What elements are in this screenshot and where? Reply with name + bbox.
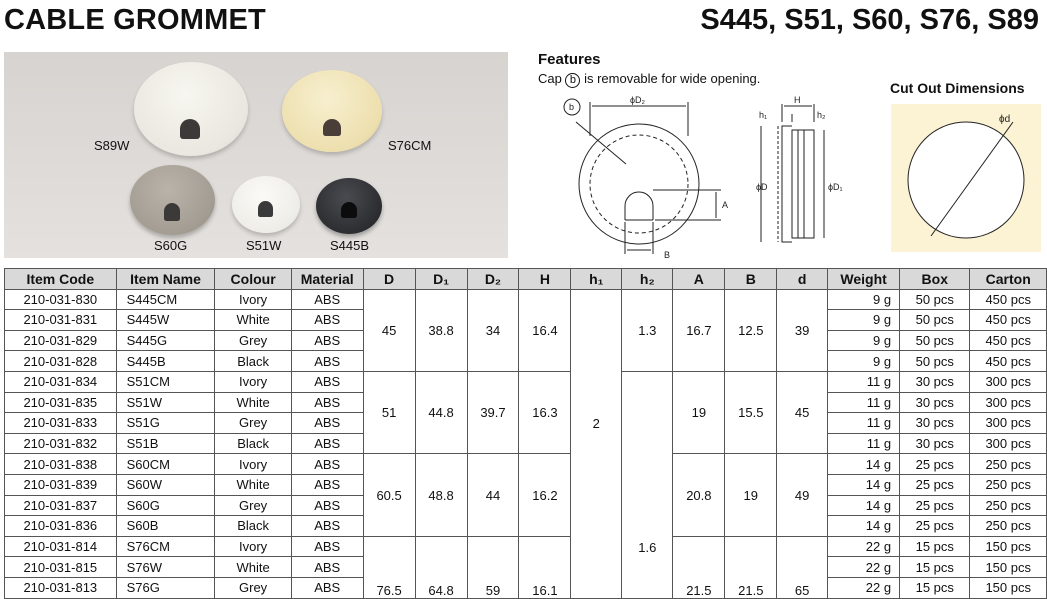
weight: 9 g <box>828 330 900 351</box>
col-dd: d <box>777 269 828 290</box>
cutout-d-label: ϕd <box>999 114 1011 125</box>
cutout-diagram <box>891 104 1041 252</box>
carton-qty: 150 pcs <box>970 557 1047 578</box>
weight: 9 g <box>828 289 900 310</box>
material: ABS <box>291 495 363 516</box>
colour: Grey <box>215 495 291 516</box>
box-qty: 25 pcs <box>900 474 970 495</box>
page-title: CABLE GROMMET <box>4 4 266 36</box>
dim-dd: 39 <box>777 289 828 371</box>
box-qty: 30 pcs <box>900 392 970 413</box>
dim-d2: 59 <box>467 536 519 598</box>
col-material: Material <box>291 269 363 290</box>
circled-b-mark: b <box>565 73 580 88</box>
weight: 22 g <box>828 536 900 557</box>
item-name: S445B <box>116 351 215 372</box>
label-d2: ϕD₂ <box>630 95 646 105</box>
box-qty: 50 pcs <box>900 351 970 372</box>
col-h: H <box>519 269 571 290</box>
label-h2: h₂ <box>817 110 826 120</box>
item-name: S76CM <box>116 536 215 557</box>
col-weight: Weight <box>828 269 900 290</box>
dim-h: 16.4 <box>519 289 571 371</box>
colour: Black <box>215 433 291 454</box>
box-qty: 15 pcs <box>900 557 970 578</box>
col-carton: Carton <box>970 269 1047 290</box>
table-header-row <box>5 269 1047 290</box>
material: ABS <box>291 577 363 598</box>
colour: White <box>215 392 291 413</box>
material: ABS <box>291 413 363 434</box>
colour: Black <box>215 516 291 537</box>
material: ABS <box>291 371 363 392</box>
colour: Ivory <box>215 454 291 475</box>
col-h2: h₂ <box>622 269 673 290</box>
material: ABS <box>291 310 363 331</box>
box-qty: 15 pcs <box>900 536 970 557</box>
box-qty: 25 pcs <box>900 516 970 537</box>
label-s89w: S89W <box>94 138 130 153</box>
material: ABS <box>291 474 363 495</box>
specs-table <box>4 268 1047 599</box>
col-a: A <box>673 269 725 290</box>
weight: 14 g <box>828 454 900 475</box>
dim-d1: 64.8 <box>415 536 467 598</box>
col-item-name: Item Name <box>116 269 215 290</box>
box-qty: 30 pcs <box>900 413 970 434</box>
table-row <box>5 371 1047 392</box>
dim-b: 21.5 <box>725 536 777 598</box>
item-name: S60B <box>116 516 215 537</box>
item-name: S445CM <box>116 289 215 310</box>
col-d: D <box>363 269 415 290</box>
col-h1: h₁ <box>571 269 622 290</box>
dim-a: 21.5 <box>673 536 725 598</box>
table-row <box>5 536 1047 557</box>
carton-qty: 300 pcs <box>970 371 1047 392</box>
dim-h2: 1.3 <box>622 289 673 371</box>
box-qty: 50 pcs <box>900 289 970 310</box>
col-box: Box <box>900 269 970 290</box>
box-qty: 50 pcs <box>900 330 970 351</box>
item-code: 210-031-833 <box>5 413 117 434</box>
weight: 11 g <box>828 371 900 392</box>
item-code: 210-031-829 <box>5 330 117 351</box>
dim-d: 60.5 <box>363 454 415 536</box>
item-name: S51G <box>116 413 215 434</box>
dim-d1: 48.8 <box>415 454 467 536</box>
material: ABS <box>291 454 363 475</box>
item-name: S60G <box>116 495 215 516</box>
carton-qty: 450 pcs <box>970 351 1047 372</box>
weight: 11 g <box>828 413 900 434</box>
dim-dd: 45 <box>777 371 828 453</box>
dim-b: 15.5 <box>725 371 777 453</box>
item-code: 210-031-836 <box>5 516 117 537</box>
col-d2: D₂ <box>467 269 519 290</box>
carton-qty: 450 pcs <box>970 310 1047 331</box>
colour: Black <box>215 351 291 372</box>
box-qty: 25 pcs <box>900 495 970 516</box>
carton-qty: 150 pcs <box>970 536 1047 557</box>
colour: Grey <box>215 330 291 351</box>
material: ABS <box>291 536 363 557</box>
carton-qty: 300 pcs <box>970 413 1047 434</box>
carton-qty: 300 pcs <box>970 392 1047 413</box>
dim-h: 16.3 <box>519 371 571 453</box>
label-s76cm: S76CM <box>388 138 432 153</box>
features-text: Cap b is removable for wide opening. <box>538 71 761 86</box>
dim-d: 45 <box>363 289 415 371</box>
box-qty: 50 pcs <box>900 310 970 331</box>
carton-qty: 150 pcs <box>970 577 1047 598</box>
carton-qty: 450 pcs <box>970 330 1047 351</box>
dim-b: 12.5 <box>725 289 777 371</box>
label-h: H <box>794 95 801 105</box>
weight: 11 g <box>828 433 900 454</box>
item-code: 210-031-814 <box>5 536 117 557</box>
colour: White <box>215 310 291 331</box>
grommet-s60g <box>130 165 215 235</box>
technical-drawing <box>556 92 856 260</box>
model-list: S445, S51, S60, S76, S89 <box>700 4 1039 36</box>
colour: White <box>215 474 291 495</box>
colour: White <box>215 557 291 578</box>
material: ABS <box>291 392 363 413</box>
item-name: S60CM <box>116 454 215 475</box>
dim-b: 19 <box>725 454 777 536</box>
item-code: 210-031-828 <box>5 351 117 372</box>
material: ABS <box>291 330 363 351</box>
weight: 11 g <box>828 392 900 413</box>
colour: Grey <box>215 413 291 434</box>
table-row <box>5 454 1047 475</box>
item-name: S445W <box>116 310 215 331</box>
colour: Ivory <box>215 289 291 310</box>
weight: 22 g <box>828 577 900 598</box>
dim-h: 16.2 <box>519 454 571 536</box>
carton-qty: 250 pcs <box>970 516 1047 537</box>
col-d1: D₁ <box>415 269 467 290</box>
material: ABS <box>291 557 363 578</box>
dim-a: 19 <box>673 371 725 453</box>
item-code: 210-031-838 <box>5 454 117 475</box>
carton-qty: 450 pcs <box>970 289 1047 310</box>
col-colour: Colour <box>215 269 291 290</box>
label-s445b: S445B <box>330 238 370 253</box>
material: ABS <box>291 289 363 310</box>
carton-qty: 250 pcs <box>970 474 1047 495</box>
label-b-dim: B <box>664 250 671 260</box>
material: ABS <box>291 433 363 454</box>
dim-h2: 1.6 <box>622 371 673 598</box>
material: ABS <box>291 351 363 372</box>
colour: Grey <box>215 577 291 598</box>
item-code: 210-031-813 <box>5 577 117 598</box>
grommet-s51w <box>232 176 300 233</box>
label-s60g: S60G <box>154 238 188 253</box>
item-code: 210-031-834 <box>5 371 117 392</box>
weight: 14 g <box>828 516 900 537</box>
box-qty: 15 pcs <box>900 577 970 598</box>
grommet-s445b <box>316 178 382 234</box>
weight: 14 g <box>828 474 900 495</box>
box-qty: 25 pcs <box>900 454 970 475</box>
item-name: S51CM <box>116 371 215 392</box>
item-name: S445G <box>116 330 215 351</box>
item-code: 210-031-815 <box>5 557 117 578</box>
dim-h: 16.1 <box>519 536 571 598</box>
box-qty: 30 pcs <box>900 433 970 454</box>
grommet-s76cm <box>282 70 382 152</box>
dim-h1: 2 <box>571 289 622 598</box>
col-item-code: Item Code <box>5 269 117 290</box>
dim-d: 51 <box>363 371 415 453</box>
label-b: b <box>569 102 575 112</box>
weight: 14 g <box>828 495 900 516</box>
colour: Ivory <box>215 371 291 392</box>
item-code: 210-031-837 <box>5 495 117 516</box>
label-d: ϕD <box>756 182 768 192</box>
dim-a: 20.8 <box>673 454 725 536</box>
table-row <box>5 289 1047 310</box>
weight: 9 g <box>828 351 900 372</box>
item-name: S51W <box>116 392 215 413</box>
label-s51w: S51W <box>246 238 282 253</box>
dim-d1: 38.8 <box>415 289 467 371</box>
features-title: Features <box>538 51 601 68</box>
cutout-title: Cut Out Dimensions <box>890 80 1025 96</box>
dim-d2: 34 <box>467 289 519 371</box>
carton-qty: 250 pcs <box>970 495 1047 516</box>
carton-qty: 250 pcs <box>970 454 1047 475</box>
dim-d2: 39.7 <box>467 371 519 453</box>
item-code: 210-031-831 <box>5 310 117 331</box>
grommet-s89w <box>134 62 248 156</box>
product-photo <box>4 52 508 258</box>
item-name: S51B <box>116 433 215 454</box>
item-name: S60W <box>116 474 215 495</box>
item-name: S76W <box>116 557 215 578</box>
carton-qty: 300 pcs <box>970 433 1047 454</box>
weight: 9 g <box>828 310 900 331</box>
material: ABS <box>291 516 363 537</box>
col-b: B <box>725 269 777 290</box>
item-name: S76G <box>116 577 215 598</box>
item-code: 210-031-832 <box>5 433 117 454</box>
dim-dd: 49 <box>777 454 828 536</box>
dim-d2: 44 <box>467 454 519 536</box>
item-code: 210-031-830 <box>5 289 117 310</box>
weight: 22 g <box>828 557 900 578</box>
label-a: A <box>722 200 729 210</box>
dim-dd: 65 <box>777 536 828 598</box>
label-d1: ϕD₁ <box>828 182 843 192</box>
item-code: 210-031-835 <box>5 392 117 413</box>
dim-d: 76.5 <box>363 536 415 598</box>
dim-d1: 44.8 <box>415 371 467 453</box>
dim-a: 16.7 <box>673 289 725 371</box>
box-qty: 30 pcs <box>900 371 970 392</box>
colour: Ivory <box>215 536 291 557</box>
label-h1: h₁ <box>759 110 768 120</box>
item-code: 210-031-839 <box>5 474 117 495</box>
